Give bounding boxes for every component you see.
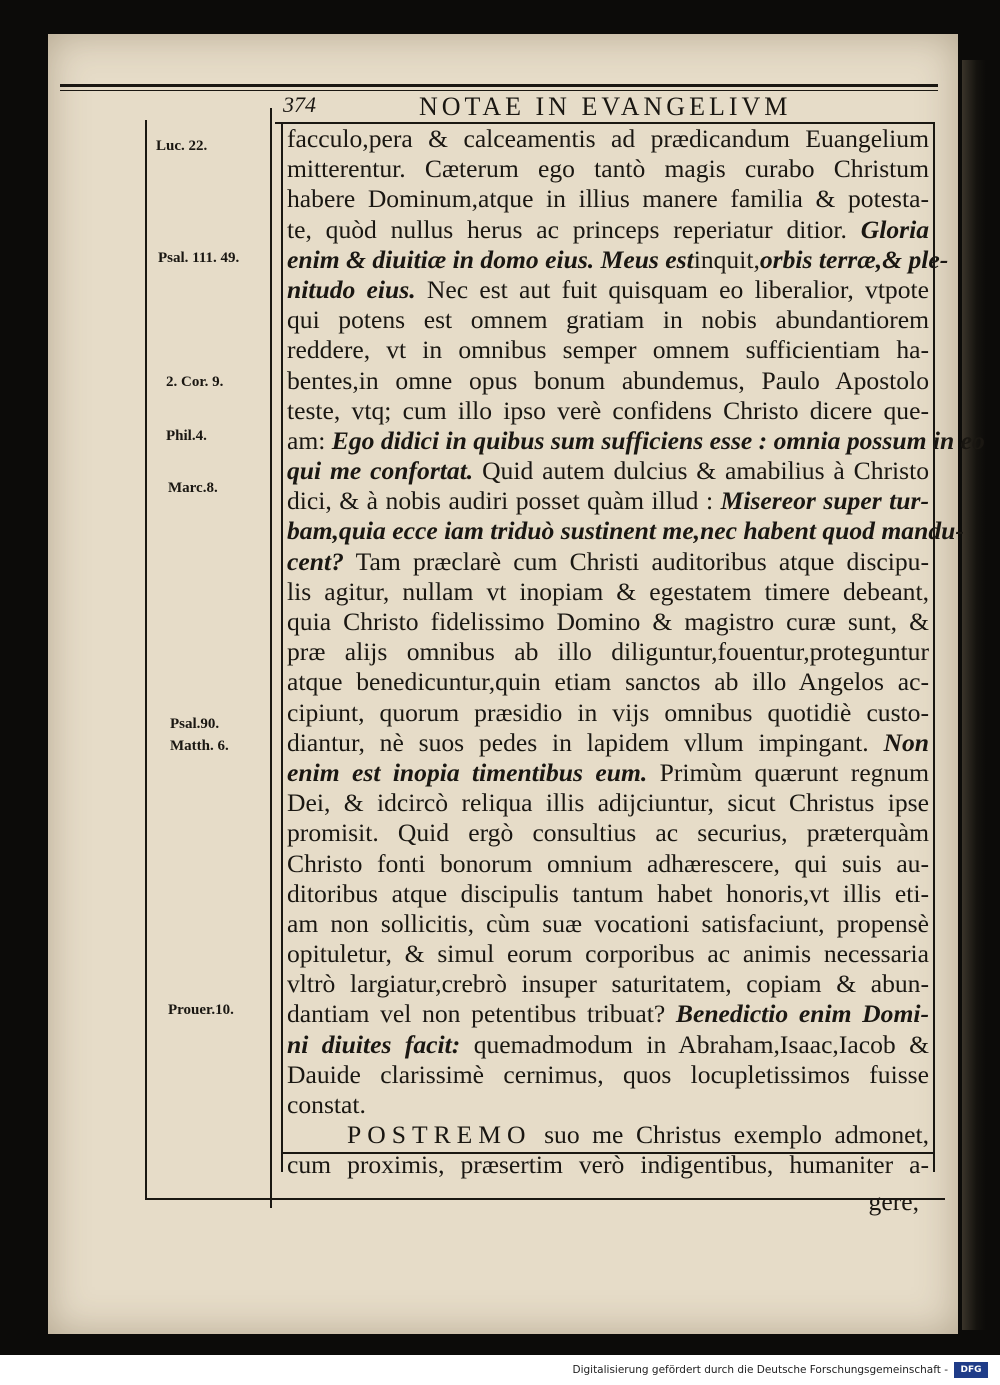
text-line: Dauide clarissimè cernimus, quos locupletissimos fuisse <box>287 1059 929 1089</box>
text-line: lis agitur, nullam vt inopiam & egestatem timere debeant, <box>287 576 929 606</box>
top-rule <box>60 84 938 87</box>
margin-note: 2. Cor. 9. <box>166 374 224 390</box>
text-line: cipiunt, quorum præsidio in vijs omnibus quotidiè custo- <box>287 697 929 727</box>
text-line: constat. <box>287 1090 366 1119</box>
text-line: facculo,pera & calceamentis ad prædicandum Euangelium <box>287 124 929 153</box>
margin-note: Phil.4. <box>166 428 207 444</box>
text-line: habere Dominum,atque in illius manere familia & potesta- <box>287 184 929 214</box>
text-line: am non sollicitis, cùm suæ vocationi satisfaciunt, propensè <box>287 908 929 938</box>
dfg-logo: DFG <box>954 1362 988 1378</box>
text-line: POSTREMO suo me Christus exemplo admonet, <box>347 1120 929 1150</box>
text-line: Christo fonti bonorum omnium adhærescere, qui suis au- <box>287 848 929 878</box>
text-line: ditoribus atque discipulis tantum habet honoris,vt illis eti- <box>287 878 929 908</box>
text-left-rule <box>270 108 272 1208</box>
text-line: reddere, vt in omnibus semper omnem sufficientiam ha- <box>287 335 929 365</box>
margin-note: Luc. 22. <box>156 138 208 154</box>
text-line: diantur, nè suos pedes in lapidem vllum impingant. Non <box>287 727 929 757</box>
page-number: 374 <box>283 92 316 117</box>
text-line: dici, & à nobis audiri posset quàm illud : Misereor super tur- <box>287 486 929 516</box>
margin-left-rule <box>145 120 147 1200</box>
text-line: cum proximis, præsertim verò indigentibus, humaniter a- <box>287 1150 929 1180</box>
text-line: mitterentur. Cæterum ego tantò magis curabo Christum <box>287 154 929 184</box>
text-line: ni diuites facit: quemadmodum in Abraham,Isaac,Iacob & <box>287 1029 929 1059</box>
page-edge <box>962 60 986 1330</box>
text-right-rule <box>933 122 935 1172</box>
text-line: nitudo eius. Nec est aut fuit quisquam eo liberalior, vtpote <box>287 274 929 304</box>
text-line: qui potens est omnem gratiam in nobis abundantiorem <box>287 305 929 335</box>
top-rule-thin <box>60 90 938 91</box>
body-text <box>287 124 985 1217</box>
text-line: cent? Tam præclarè cum Christi auditoribus atque discipu- <box>287 546 929 576</box>
catchword: gere, <box>868 1186 919 1216</box>
footer <box>0 1356 1000 1385</box>
margin-note: Psal.90. <box>170 716 220 732</box>
text-line: Dei, & idcircò reliqua illis adijciuntur, sicut Christus ipse <box>287 788 929 818</box>
text-line: præ alijs omnibus ab illo diliguntur,fouentur,proteguntur <box>287 637 929 667</box>
text-line: bam,quia ecce iam triduò sustinent me,nec habent quod mandu- <box>287 516 964 546</box>
text-line: enim est inopia timentibus eum. Primùm quærunt regnum <box>287 757 929 787</box>
margin-note: Matth. 6. <box>170 738 229 754</box>
page-header <box>283 92 933 122</box>
text-line: opituletur, & simul eorum corporibus ac animis necessaria <box>287 939 929 969</box>
text-line: promisit. Quid ergò consultius ac securius, præterquàm <box>287 818 929 848</box>
text-line: quia Christo fidelissimo Domino & magistro curæ sunt, & <box>287 607 929 636</box>
margin-note: Prouer.10. <box>168 1002 234 1018</box>
running-title: NOTAE IN EVANGELIVM <box>419 92 792 121</box>
text-line: am: Ego didici in quibus sum sufficiens esse : omnia possum in eo <box>287 425 985 455</box>
text-line: enim & diuitiæ in domo eius. Meus estinquit,orbis terræ,& ple- <box>287 244 949 274</box>
text-line: qui me confortat. Quid autem dulcius & amabilius à Christo <box>287 456 929 486</box>
text-line: atque benedicuntur,quin etiam sanctos ab illo Angelos ac- <box>287 667 929 697</box>
text-line: vltrò largiatur,crebrò insuper saturitatem, copiam & abun- <box>287 969 929 999</box>
margin-note: Marc.8. <box>168 480 218 496</box>
text-line: bentes,in omne opus bonum abundemus, Paulo Apostolo <box>287 365 929 395</box>
text-line: teste, vtq; cum illo ipso verè confidens Christo dicere que- <box>287 395 929 425</box>
text-line: dantiam vel non petentibus tribuat? Benedictio enim Domi- <box>287 999 929 1029</box>
text-line: te, quòd nullus herus ac princeps reperiatur ditior. Gloria <box>287 214 929 244</box>
text-left-rule-inner <box>281 122 283 1172</box>
margin-note: Psal. 111. 49. <box>158 250 240 266</box>
funding-credit: Digitalisierung gefördert durch die Deutsche Forschungsgemeinschaft - <box>572 1364 948 1376</box>
